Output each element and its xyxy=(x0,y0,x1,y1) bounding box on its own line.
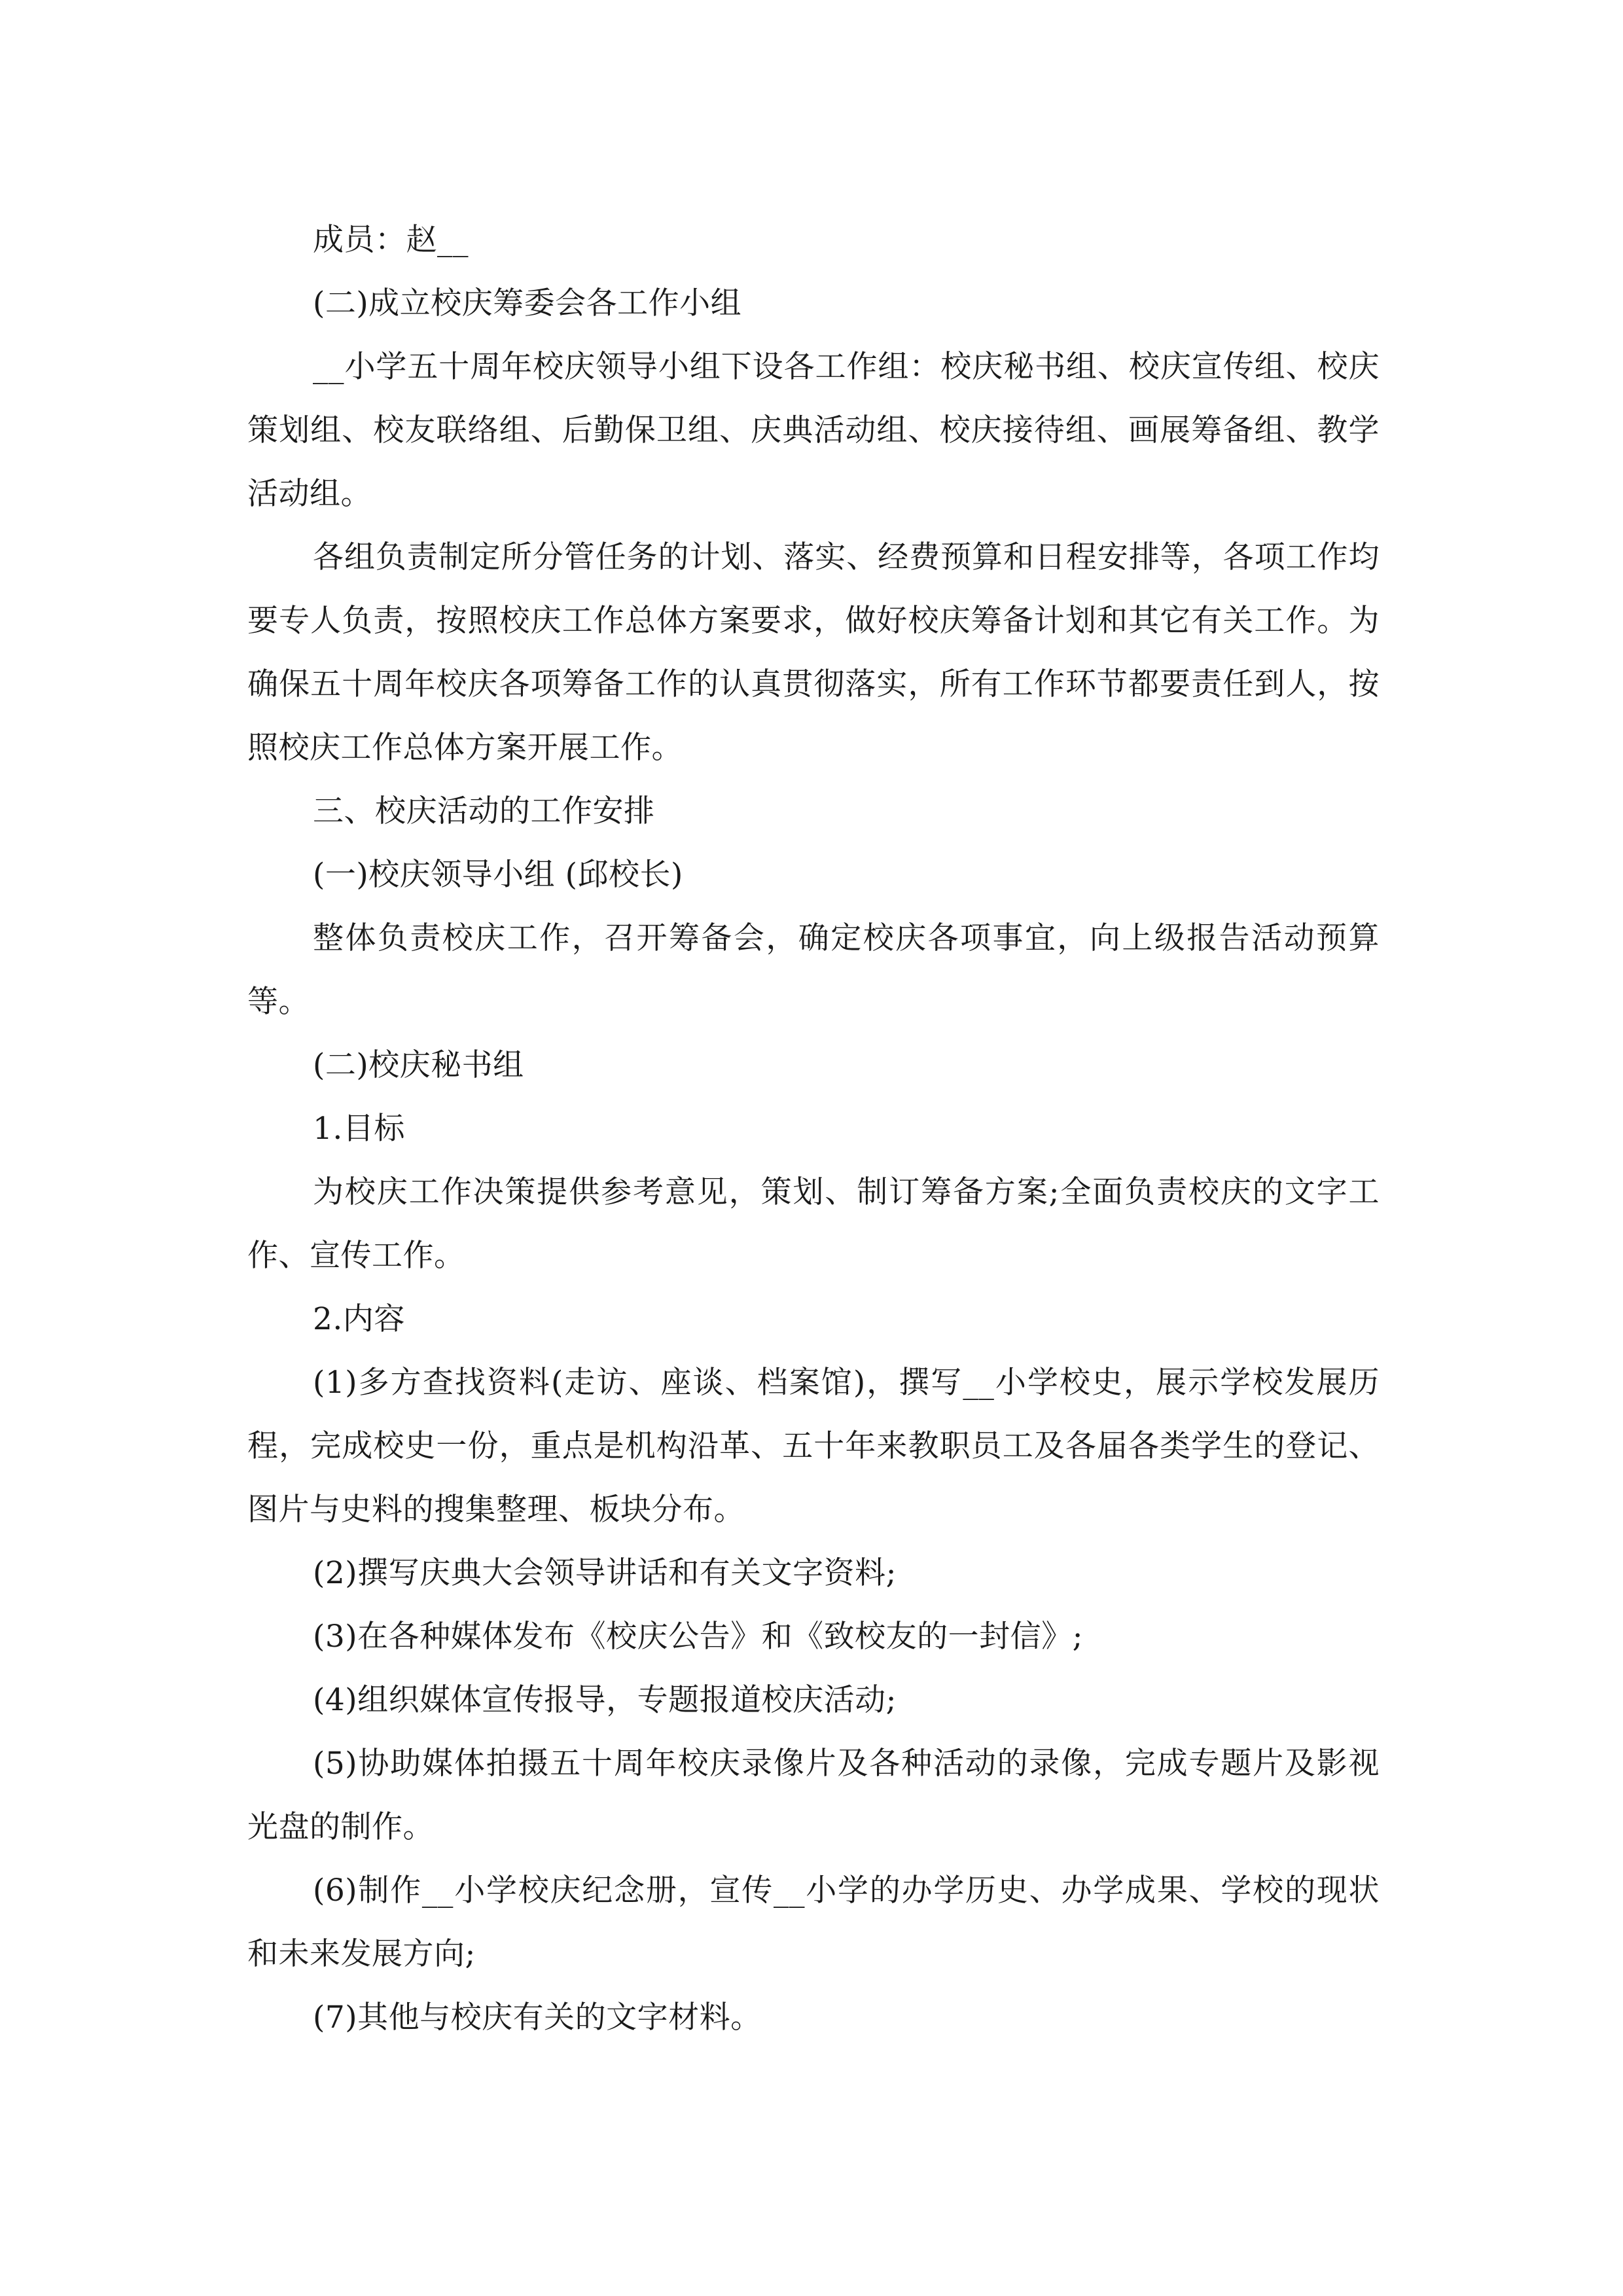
content-item-7: (7)其他与校庆有关的文字材料。 xyxy=(313,2000,762,2036)
content-item-6: (6)制作__小学校庆纪念册，宣传__小学的办学历史、办学成果、学校的现状和未来发展方向; xyxy=(247,1873,1380,1972)
content-item-1: (1)多方查找资料(走访、座谈、档案馆)，撰写__小学校史，展示学校发展历程，完成校史一份，重点是机构沿革、五十年来教职员工及各届各类学生的登记、图片与史料的搜集整理、板块分布。 xyxy=(247,1365,1380,1528)
content-item-3: (3)在各种媒体发布《校庆公告》和《致校友的一封信》; xyxy=(313,1619,1083,1655)
content-item-2: (2)撰写庆典大会领导讲话和有关文字资料; xyxy=(313,1555,897,1591)
content-heading: 2.内容 xyxy=(313,1301,405,1337)
responsibilities-paragraph: 各组负责制定所分管任务的计划、落实、经费预算和日程安排等，各项工作均要专人负责，按照校庆工作总体方案要求，做好校庆筹备计划和其它有关工作。为确保五十周年校庆各项筹备工作的认真贯彻落实，所有工作环节都要责任到人，按照校庆工作总体方案开展工作。 xyxy=(247,539,1380,766)
content-item-5: (5)协助媒体拍摄五十周年校庆录像片及各种活动的录像，完成专题片及影视光盘的制作。 xyxy=(247,1746,1380,1845)
working-groups-paragraph: __小学五十周年校庆领导小组下设各工作组：校庆秘书组、校庆宣传组、校庆策划组、校友联络组、后勤保卫组、庆典活动组、校庆接待组、画展筹备组、教学活动组。 xyxy=(247,349,1380,512)
document-page xyxy=(247,208,1380,2049)
section-heading-working-groups: (二)成立校庆筹委会各工作小组 xyxy=(313,285,742,321)
members-line: 成员：赵__ xyxy=(313,222,469,258)
subsection-heading-leadership-group: (一)校庆领导小组 (邱校长) xyxy=(313,857,683,893)
content-item-4: (4)组织媒体宣传报导，专题报道校庆活动; xyxy=(313,1682,897,1718)
subsection-heading-secretariat: (二)校庆秘书组 xyxy=(313,1047,524,1083)
goal-paragraph: 为校庆工作决策提供参考意见，策划、制订筹备方案;全面负责校庆的文字工作、宣传工作。 xyxy=(247,1174,1380,1274)
leadership-group-paragraph: 整体负责校庆工作，召开筹备会，确定校庆各项事宜，向上级报告活动预算等。 xyxy=(247,920,1380,1020)
section-heading-work-arrangement: 三、校庆活动的工作安排 xyxy=(313,793,655,829)
goal-heading: 1.目标 xyxy=(313,1111,405,1147)
